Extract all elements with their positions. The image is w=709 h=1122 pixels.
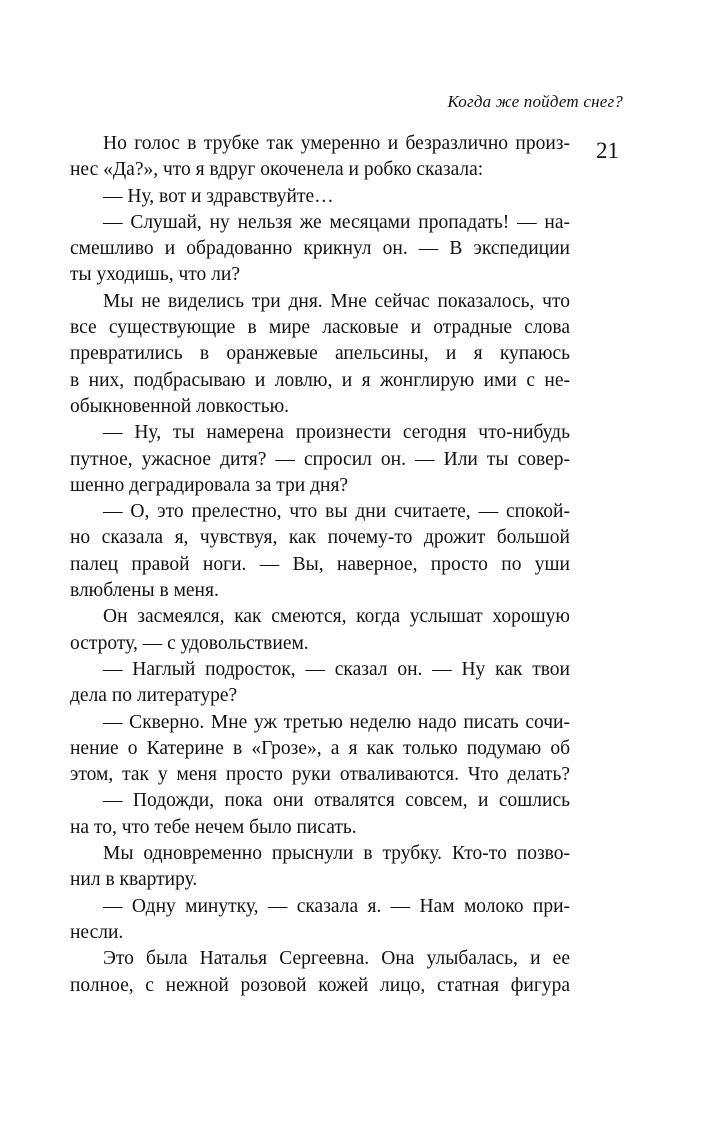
text-line: — О, это прелестно, что вы дни считаете, — спокой- [103,501,570,523]
text-line: — Ну, вот и здравствуйте… [103,185,334,207]
text-line: Но голос в трубке так умеренно и безразлично произ- [103,133,570,154]
text-line: шенно деградировала за три дня? [70,474,349,496]
text-line: несли. [70,921,124,943]
text-line: путное, ужасное дитя? — спросил он. — Или ты совер- [70,448,570,470]
text-line: обыкновенной ловкостью. [70,395,290,417]
running-head: Когда же пойдет снег? [447,92,623,111]
text-line: — Слушай, ну нельзя же месяцами пропадать! — на- [103,211,570,233]
text-line: — Подожди, пока они отвалятся совсем, и сошлись [103,790,570,812]
text-line: — Ну, ты намерена произнести сегодня что-нибудь [103,422,570,444]
text-line: все существующие в мире ласковые и отрадные слова [70,317,570,339]
text-line: Мы не виделись три дня. Мне сейчас показалось, что [103,290,570,312]
text-line: — Наглый подросток, — сказал он. — Ну как твои [103,658,570,680]
page-number: 21 [596,138,619,163]
text-line: влюблены в меня. [70,580,219,602]
text-line: нение о Катерине в «Грозе», а я как только подумаю об [70,737,570,759]
text-line: — Скверно. Мне уж третью неделю надо писать сочи- [103,711,570,733]
text-line: — Одну минутку, — сказала я. — Нам молоко при- [103,895,570,917]
text-line: этом, так у меня просто руки отваливаются. Что делать? [70,764,570,786]
text-line: полное, с нежной розовой кожей лицо, статная фигура [70,974,570,996]
text-line: на то, что тебе нечем было писать. [70,816,357,838]
body-text [70,131,570,999]
text-line: нес «Да?», что я вдруг окоченела и робко сказала: [70,159,484,181]
text-line: ты уходишь, что ли? [70,264,240,286]
text-line: Это была Наталья Сергеевна. Она улыбалась, и ее [103,948,570,970]
text-line: смешливо и обрадованно крикнул он. — В экспедиции [70,238,570,260]
text-line: дела по литературе? [70,685,238,707]
text-line: Он засмеялся, как смеются, когда услышат хорошую [103,606,570,628]
text-line: остроту, — с удовольствием. [70,632,309,654]
text-line: превратились в оранжевые апельсины, и я купаюсь [70,343,570,365]
text-line: нил в квартиру. [70,869,198,891]
text-line: Мы одновременно прыснули в трубку. Кто-то позво- [103,843,570,865]
text-line: палец правой ноги. — Вы, наверное, просто по уши [70,553,570,575]
text-line: но сказала я, чувствуя, как почему-то дрожит большой [70,527,570,549]
text-line: в них, подбрасываю и ловлю, и я жонглирую ими с не- [70,369,570,391]
